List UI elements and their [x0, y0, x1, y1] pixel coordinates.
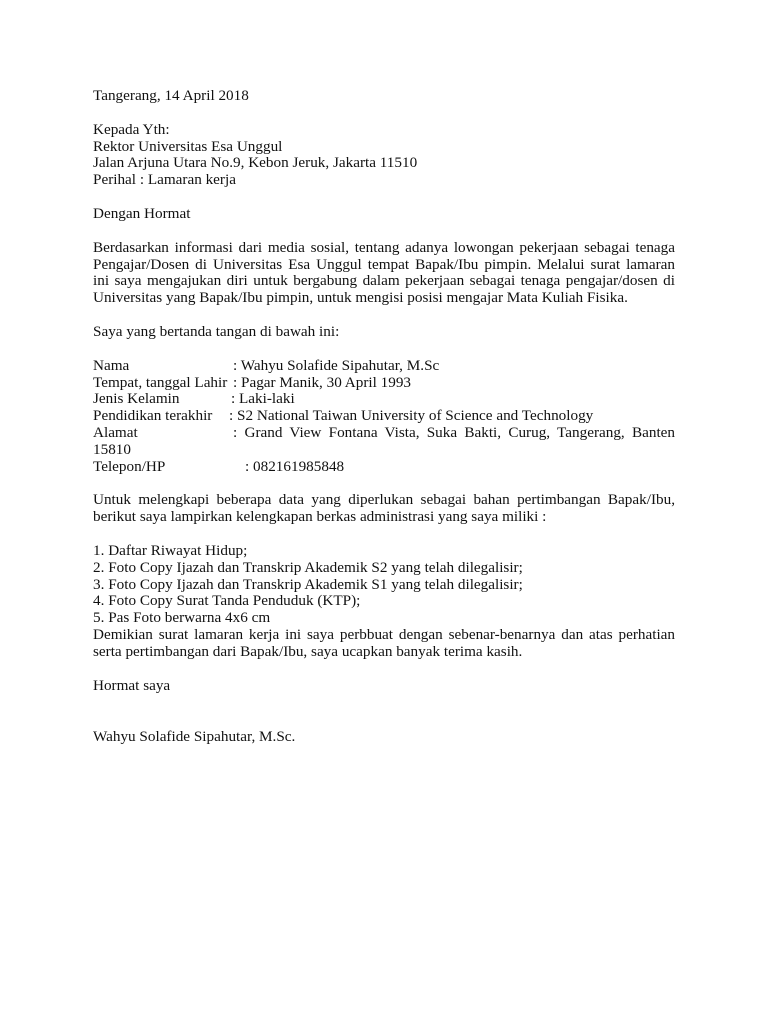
- intro-line: Pengajar/Dosen di Universitas Esa Unggul tempat Bapak/Ibu pimpin. Melalui surat lamaran: [93, 255, 675, 273]
- letter-page: [93, 88, 675, 746]
- signature-space: [93, 694, 675, 729]
- identity-value: : Laki-laki: [231, 390, 295, 408]
- identity-label: Tempat, tanggal Lahir: [93, 373, 228, 391]
- identity-label: Telepon/HP: [93, 457, 166, 475]
- identity-row-address-cont: [93, 442, 675, 459]
- spacer: [93, 526, 675, 543]
- closing-paragraph: [93, 627, 675, 661]
- attachments-list: [93, 543, 675, 627]
- greeting: Dengan Hormat: [93, 204, 191, 222]
- identity-row-education: [93, 408, 675, 425]
- intro-paragraph: [93, 240, 675, 307]
- signatory-name: Wahyu Solafide Sipahutar, M.Sc.: [93, 728, 296, 746]
- identity-row-birth: [93, 375, 675, 392]
- identity-label: Alamat: [93, 423, 138, 441]
- identity-value: : Pagar Manik, 30 April 1993: [233, 373, 412, 391]
- place-date: Tangerang, 14 April 2018: [93, 87, 249, 104]
- identity-value: 15810: [93, 440, 131, 458]
- identity-table: [93, 358, 675, 476]
- identity-row-phone: [93, 459, 675, 476]
- closing-line: serta pertimbangan dari Bapak/Ibu, saya ucapkan banyak terima kasih.: [93, 642, 523, 660]
- spacer: [93, 475, 675, 492]
- identity-value: : Grand View Fontana Vista, Suka Bakti, Curug, Tangerang, Banten: [233, 423, 675, 441]
- identity-label: Jenis Kelamin: [93, 390, 180, 408]
- attachment-item: 1. Daftar Riwayat Hidup;: [93, 541, 248, 559]
- spacer: [93, 307, 675, 324]
- intro-line: Universitas yang Bapak/Ibu pimpin, untuk mengisi posisi mengajar Mata Kuliah Fisika.: [93, 289, 628, 307]
- intro-line: ini saya mengajukan diri untuk bergabung dalam pekerjaan sebagai tenaga pengajar/dosen di: [93, 272, 675, 290]
- letter-subject: Perihal : Lamaran kerja: [93, 171, 236, 189]
- attachment-item: 5. Pas Foto berwarna 4x6 cm: [93, 609, 271, 627]
- spacer: [93, 341, 675, 358]
- identity-row-gender: [93, 391, 675, 408]
- recipient-address: Jalan Arjuna Utara No.9, Kebon Jeruk, Jakarta 11510: [93, 154, 418, 172]
- attachments-intro: [93, 492, 675, 526]
- identity-row-address: [93, 425, 675, 442]
- spacer: [93, 661, 675, 678]
- attachments-intro-line: Untuk melengkapi beberapa data yang diperlukan sebagai bahan pertimbangan Bapak/Ibu,: [93, 491, 675, 509]
- attachments-intro-line: berikut saya lampirkan kelengkapan berkas administrasi yang saya miliki :: [93, 508, 547, 526]
- undersigned-statement: Saya yang bertanda tangan di bawah ini:: [93, 322, 340, 340]
- intro-line: Berdasarkan informasi dari media sosial, tentang adanya lowongan pekerjaan sebagai tenaga: [93, 238, 675, 256]
- identity-label: Pendidikan terakhir: [93, 407, 213, 425]
- recipient-name: Rektor Universitas Esa Unggul: [93, 137, 283, 155]
- recipient-salutation: Kepada Yth:: [93, 120, 170, 138]
- recipient-block: [93, 122, 675, 189]
- identity-row-name: [93, 358, 675, 375]
- attachment-item: 2. Foto Copy Ijazah dan Transkrip Akademik S2 yang telah dilegalisir;: [93, 558, 523, 576]
- attachment-item: 4. Foto Copy Surat Tanda Penduduk (KTP);: [93, 592, 361, 610]
- identity-value: : 082161985848: [245, 457, 345, 475]
- spacer: [93, 105, 675, 122]
- closing-line: Demikian surat lamaran kerja ini saya perbbuat dengan sebenar-benarnya dan atas perhatian: [93, 625, 675, 643]
- spacer: [93, 189, 675, 206]
- identity-value: : Wahyu Solafide Sipahutar, M.Sc: [233, 356, 440, 374]
- spacer: [93, 223, 675, 240]
- sign-off: Hormat saya: [93, 676, 171, 694]
- identity-value: : S2 National Taiwan University of Science and Technology: [229, 407, 594, 425]
- identity-label: Nama: [93, 356, 130, 374]
- attachment-item: 3. Foto Copy Ijazah dan Transkrip Akademik S1 yang telah dilegalisir;: [93, 575, 523, 593]
